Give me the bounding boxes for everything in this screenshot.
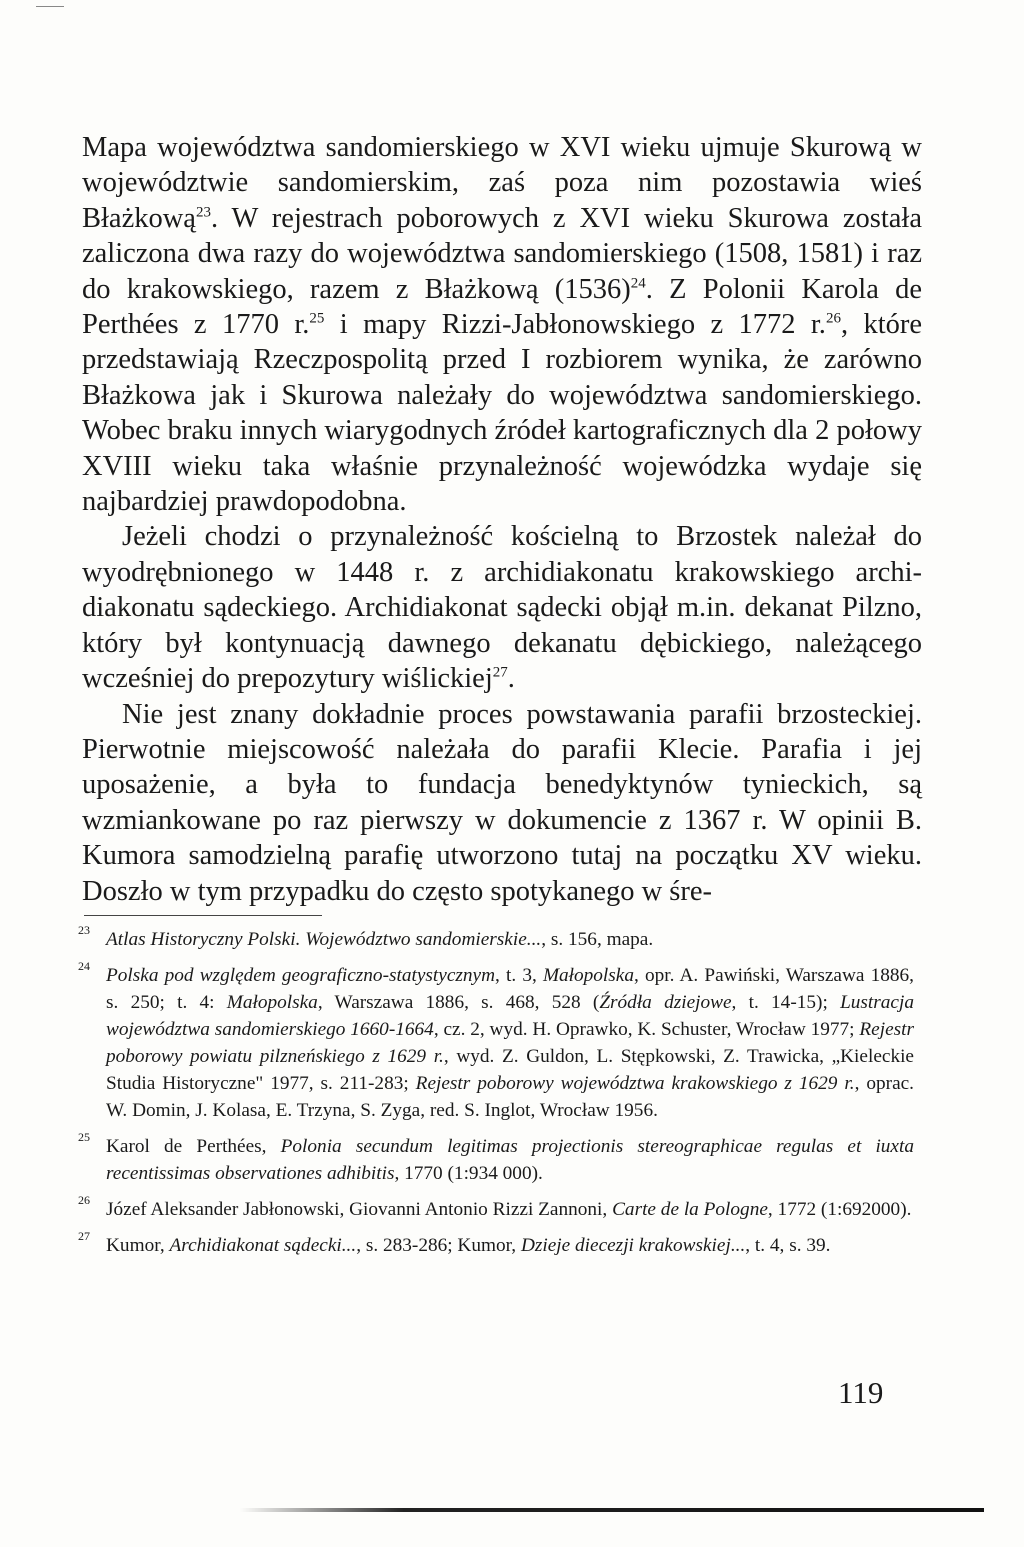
text-run: i mapy Rizzi-Jabłonowskiego z 1772 r.	[324, 309, 826, 341]
footnote	[78, 1193, 914, 1223]
italic-title: Małopolska	[542, 965, 634, 986]
text-run: , opr. A. Pawiński, Warszawa 1886, s. 250; t. 4:	[106, 965, 914, 1013]
paragraph	[82, 697, 922, 909]
italic-title: Polska pod względem geograficzno-statystycznym	[106, 965, 496, 986]
italic-title: Rejestr poborowy województwa krakowskiego z 1629 r.	[415, 1073, 855, 1094]
body-text	[82, 130, 922, 909]
footnote	[78, 923, 914, 953]
text-run: . Z Polonii Karola de Perthées z 1770 r.	[82, 273, 922, 341]
text-run: , t. 14-15);	[731, 992, 841, 1013]
footnote-number: 24	[78, 959, 90, 973]
text-run: Józef Aleksander Jabłonowski, Giovanni Antonio Rizzi Zannoni,	[106, 1199, 613, 1220]
text-run: Karol de Perthées,	[106, 1136, 281, 1157]
footnotes	[78, 923, 915, 1268]
text-run: Nie jest znany dokładnie proces powstawania parafii brzosteckiej. Pierwotnie miejscowość należała do parafii Klecie. Parafia i jej uposażenie, a była to fundacja benedyktynów tynieckich, są wzmiankowane po raz pierwszy w dokumencie z 1367 r. W opinii B. Kumora samodzielną parafię utworzono tutaj na początku XV wieku. Doszło w tym przypadku do często spotykanego w śre-	[82, 698, 922, 907]
text-run: , s. 156, mapa.	[541, 929, 654, 950]
footnote-number: 27	[78, 1229, 90, 1243]
italic-title: Lustracja województwa sandomierskiego 1660-1664	[106, 992, 914, 1040]
italic-title: Małopolska	[226, 992, 318, 1013]
text-run: , s. 283-286; Kumor,	[356, 1235, 521, 1256]
text-run: .	[507, 663, 515, 695]
italic-title: Atlas Historyczny Polski. Województwo sandomierskie...	[106, 929, 542, 950]
text-run: , które przedstawiają Rzeczpospolitą przed I rozbiorem wynika, że zarówno Błażkowa jak i Skurowa należały do województwa sandomierskiego. Wobec braku innych wiarygodnych źródeł kartograficznych dla 2 połowy XVIII wieku taka właśnie przynależność wojewódzka wydaje się najbardziej prawdopodobna.	[82, 309, 923, 518]
text-run: Jeżeli chodzi o przynależność kościelną to Brzostek należał do wyodrębnionego w 1448 r. z archidiakonatu krakowskiego archidiakonatu sądeckiego. Archidiakonat sądecki objął m.in. dekanat Pilzno, który był kontynuacją dawnego dekanatu dębickiego, należącego wcześniej do prepozytury wiślickiej	[82, 521, 922, 695]
footnote-number: 26	[78, 1193, 90, 1207]
footnote-number: 23	[78, 923, 90, 937]
footnote	[78, 1130, 914, 1187]
paragraph	[82, 130, 922, 519]
text-run: , t. 4, s. 39.	[745, 1235, 831, 1256]
footnote-ref: 26	[825, 310, 841, 327]
top-edge-mark	[36, 6, 64, 7]
footnote-divider	[84, 915, 322, 916]
text-run: , oprac. W. Domin, J. Kolasa, E. Trzyna, S. Zyga, red. S. Inglot, Wrocław 1956.	[106, 1073, 915, 1121]
text-run: Kumor,	[106, 1235, 170, 1256]
footnote-ref: 24	[630, 275, 646, 292]
footnote-ref: 27	[492, 664, 508, 681]
text-run: . W rejestrach poborowych z XVI wieku Skurowa została zaliczona dwa razy do województwa sandomierskiego (1508, 1581) i raz do krakowskiego, razem z Błażkową (1536)	[82, 202, 922, 305]
bottom-edge-shadow	[240, 1508, 984, 1512]
footnote-ref: 23	[195, 204, 211, 221]
paragraph	[82, 519, 922, 696]
footnote-ref: 25	[309, 310, 325, 327]
text-run: , t. 3,	[495, 965, 543, 986]
text-run: Mapa województwa sandomierskiego w XVI wieku ujmuje Skurową w województwie sandomierskim, zaś poza nim pozostawia wieś Błażkową	[82, 132, 922, 234]
text-run: , cz. 2, wyd. H. Oprawko, K. Schuster, Wrocław 1977;	[433, 1019, 860, 1040]
italic-title: Polonia secundum legitimas projectionis stereographicae regulas et iuxta recentissimas observationes adhibitis	[106, 1136, 914, 1184]
footnote	[78, 1229, 914, 1259]
text-run: , wyd. Z. Guldon, L. Stępkowski, Z. Trawicka, „Kieleckie Studia Historyczne" 1977, s. 211-283;	[106, 1046, 914, 1094]
italic-title: Dzieje diecezji krakowskiej...	[520, 1235, 746, 1256]
text-run: , 1772 (1:692000).	[767, 1199, 912, 1220]
footnote-number: 25	[78, 1130, 90, 1144]
footnote	[78, 959, 915, 1124]
page-number: 119	[838, 1375, 884, 1410]
text-run: , Warszawa 1886, s. 468, 528 (	[317, 992, 600, 1013]
italic-title: Rejestr poborowy powiatu pilzneńskiego z 1629 r.	[106, 1019, 914, 1067]
italic-title: Carte de la Pologne	[612, 1199, 768, 1220]
italic-title: Źródła dziejowe	[599, 992, 732, 1013]
text-run: , 1770 (1:934 000).	[394, 1163, 543, 1184]
italic-title: Archidiakonat sądecki...	[169, 1235, 357, 1256]
